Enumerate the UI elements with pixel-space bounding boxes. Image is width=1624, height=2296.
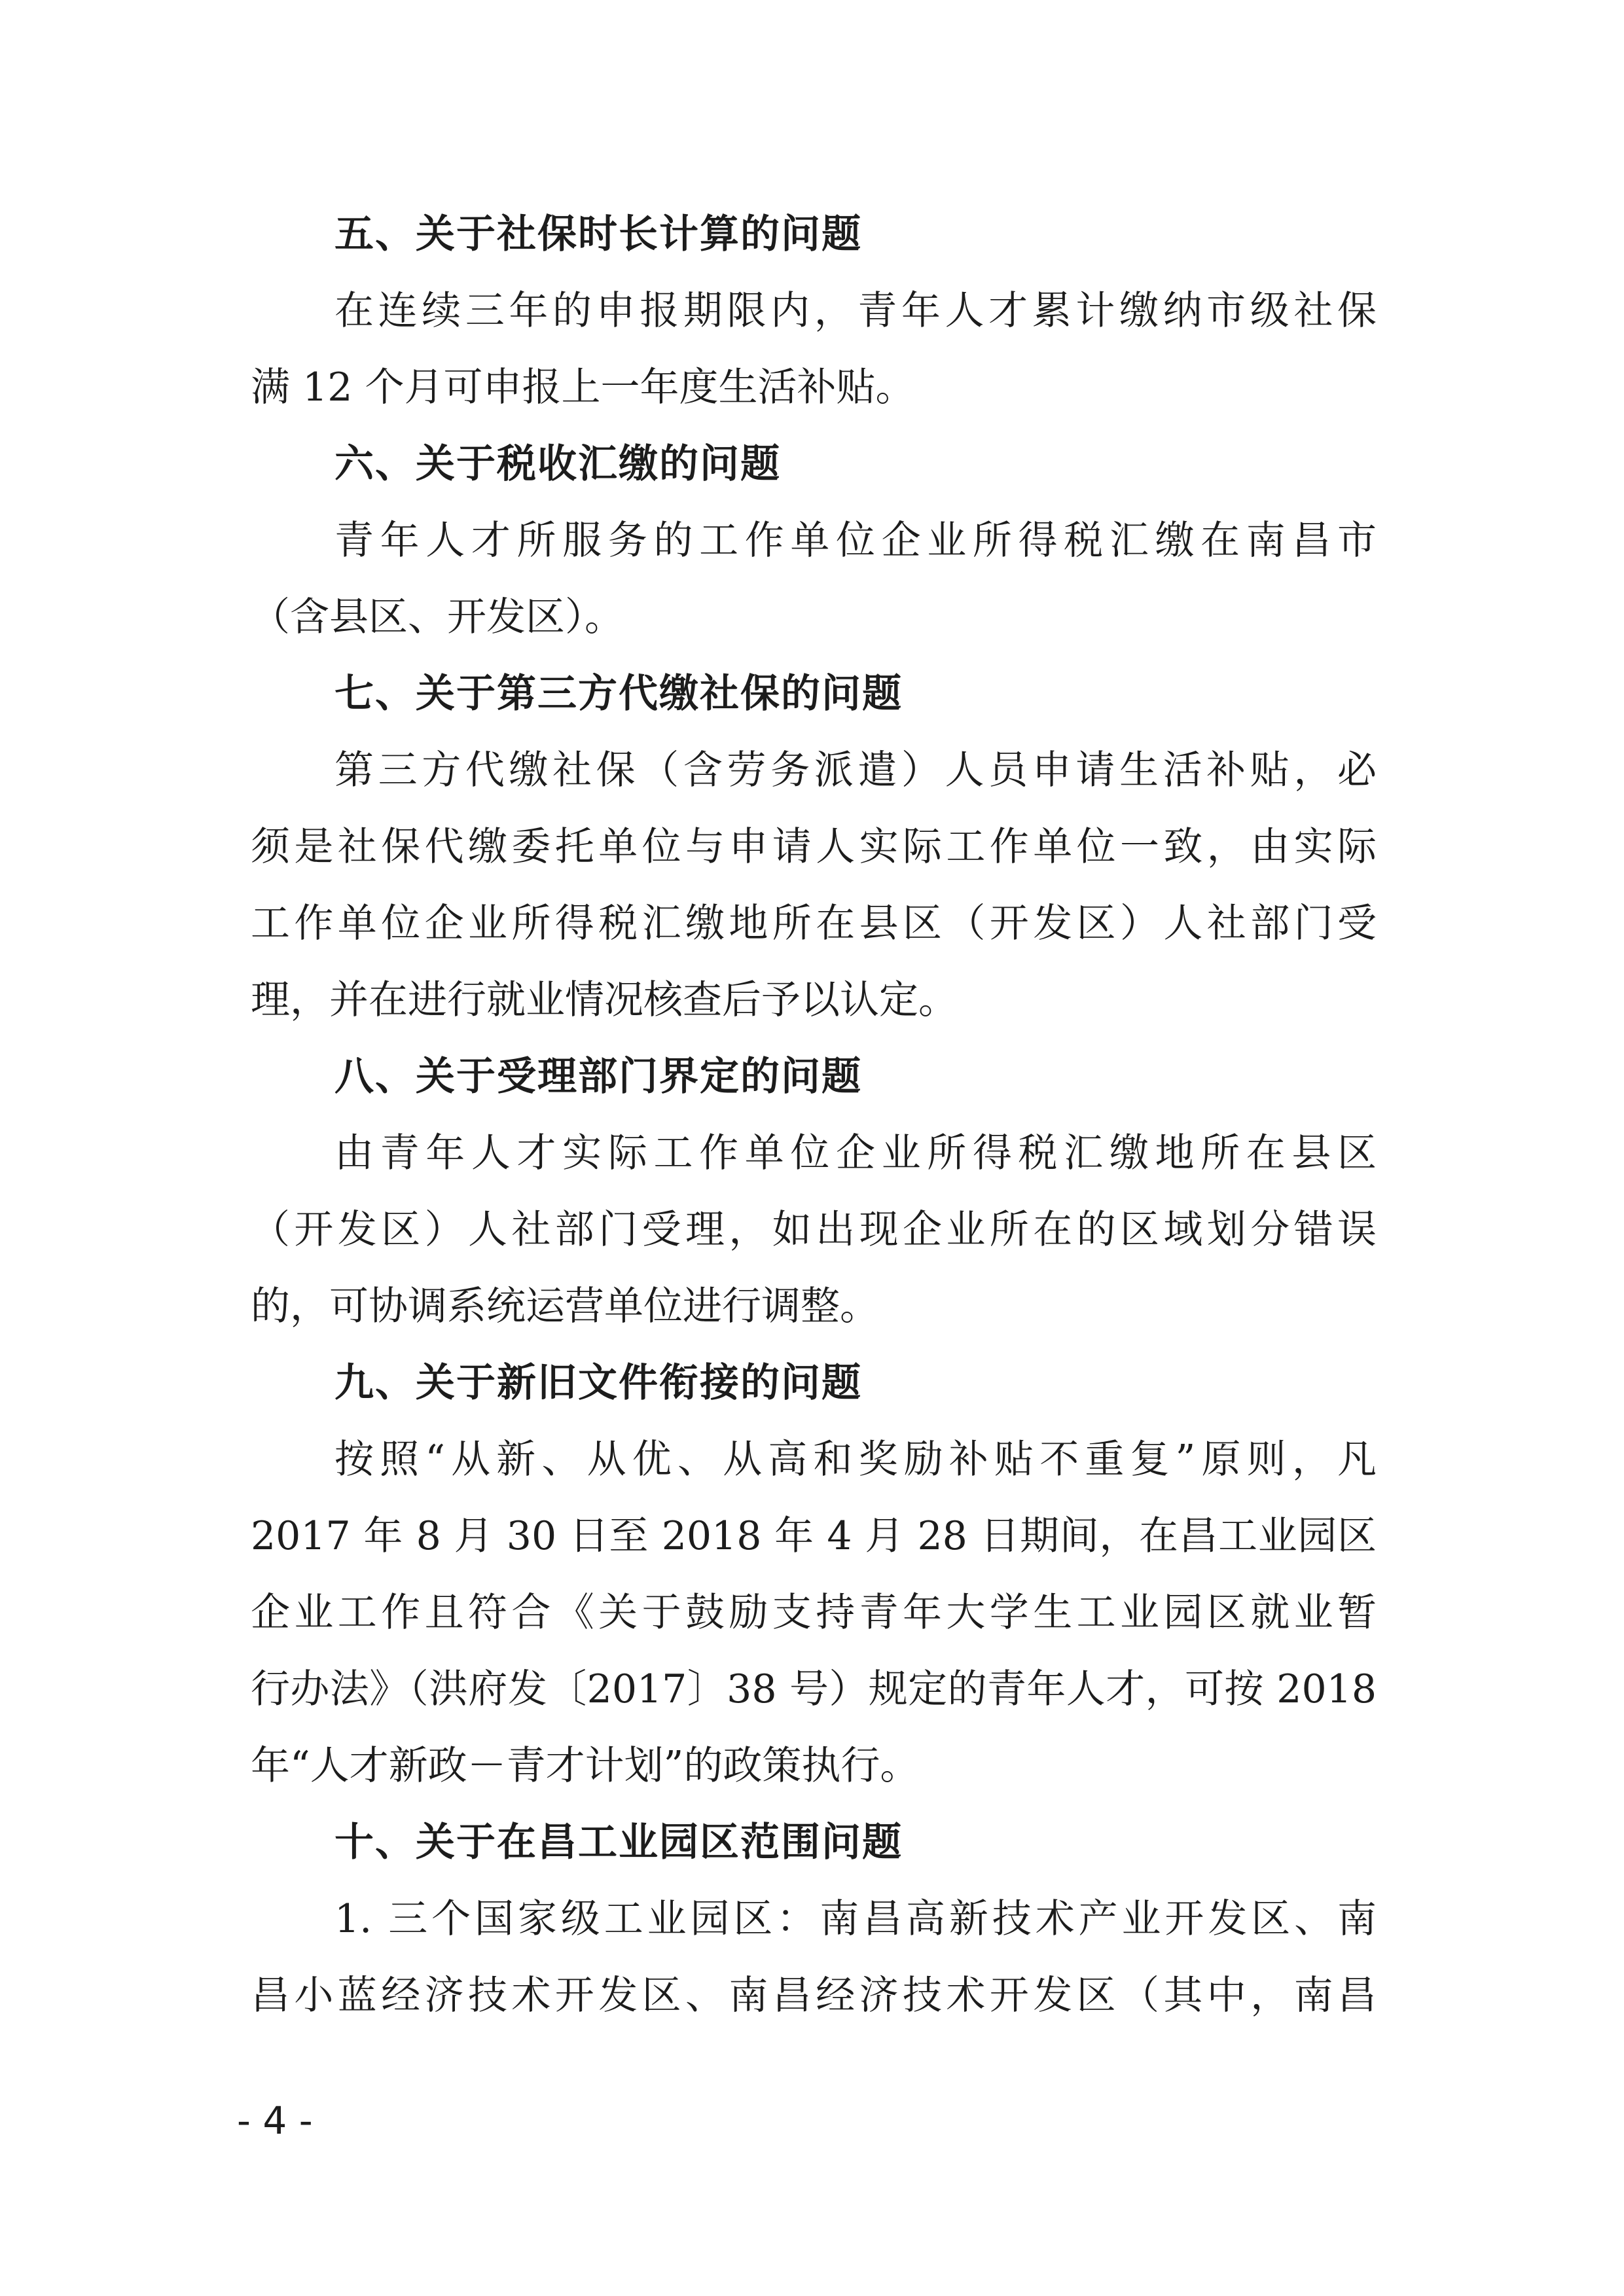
paragraph-line: （含县区、开发区）。	[251, 594, 624, 640]
paragraph-line: 企业工作且符合《关于鼓励支持青年大学生工业园区就业暂	[251, 1590, 1377, 1636]
section-heading-6: 六、关于税收汇缴的问题	[334, 441, 781, 487]
section-heading-8: 八、关于受理部门界定的问题	[334, 1054, 862, 1100]
section-heading-10: 十、关于在昌工业园区范围问题	[334, 1820, 903, 1865]
paragraph-line: 满 12 个月可申报上一年度生活补贴。	[251, 365, 915, 410]
paragraph-line: 按照“从新、从优、从高和奖励补贴不重复”原则，凡	[334, 1437, 1377, 1482]
paragraph-line: 昌小蓝经济技术开发区、南昌经济技术开发区（其中，南昌	[251, 1973, 1377, 2018]
section-heading-5: 五、关于社保时长计算的问题	[334, 211, 862, 257]
paragraph-line: 在连续三年的申报期限内，青年人才累计缴纳市级社保	[334, 288, 1377, 334]
paragraph-line: 2017 年 8 月 30 日至 2018 年 4 月 28 日期间，在昌工业园区	[251, 1513, 1377, 1559]
paragraph-line: 由青年人才实际工作单位企业所得税汇缴地所在县区	[334, 1130, 1377, 1176]
section-heading-7: 七、关于第三方代缴社保的问题	[334, 671, 903, 717]
paragraph-line: 行办法》（洪府发〔2017〕38 号）规定的青年人才，可按 2018	[251, 1666, 1377, 1712]
paragraph-line: 的，可协调系统运营单位进行调整。	[251, 1283, 879, 1329]
paragraph-line: 第三方代缴社保（含劳务派遣）人员申请生活补贴，必	[334, 747, 1377, 793]
paragraph-line: 工作单位企业所得税汇缴地所在县区（开发区）人社部门受	[251, 901, 1377, 946]
document-body	[251, 196, 1377, 2034]
paragraph-line: 理，并在进行就业情况核查后予以认定。	[251, 977, 958, 1023]
section-heading-9: 九、关于新旧文件衔接的问题	[334, 1360, 862, 1406]
paragraph-line: （开发区）人社部门受理，如出现企业所在的区域划分错误	[251, 1207, 1377, 1253]
paragraph-line: 须是社保代缴委托单位与申请人实际工作单位一致，由实际	[251, 824, 1377, 870]
page-number: - 4 -	[237, 2098, 313, 2143]
paragraph-line: 青年人才所服务的工作单位企业所得税汇缴在南昌市	[334, 518, 1377, 564]
paragraph-line: 年“人才新政－青才计划”的政策执行。	[251, 1743, 920, 1789]
paragraph-line: 1. 三个国家级工业园区：南昌高新技术产业开发区、南	[334, 1896, 1377, 1942]
